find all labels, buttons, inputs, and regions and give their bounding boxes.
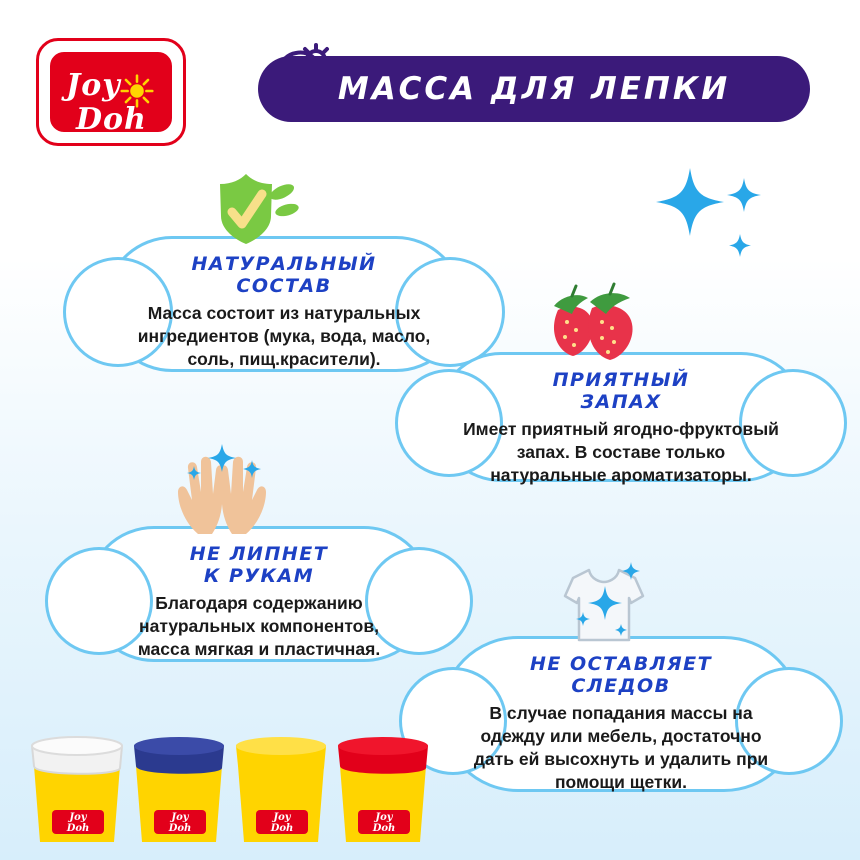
logo-line-2: Doh [76,102,147,137]
jar-1 [32,737,122,842]
feature-text-natural-composition: Масса состоит из натуральных ингредиентов (мука, вода, масло, соль, пищ.красители). [137,302,431,369]
feature-title-line-2: ЗАПАХ [580,391,662,414]
sparkle-stars-icon [648,160,778,270]
feature-title-line-2: СЛЕДОВ [571,675,671,698]
logo-line-1: Joy [66,68,121,103]
logo-card [36,38,186,146]
feature-title-line-2: К РУКАМ [203,565,315,588]
dough-jars-icon [22,726,442,850]
shield-check-icon [208,164,300,250]
feature-card-no-traces [440,636,802,792]
feature-card-pleasant-smell [436,352,806,485]
sun-icon [120,74,154,108]
feature-title-pleasant-smell [461,369,781,414]
feature-text-no-traces: В случае попадания массы на одежду или мебель, достаточно дать ей высохнуть и удалить при помощи щетки. [473,702,769,793]
svg-text:Doh: Doh [168,823,192,834]
logo-inner-panel [48,50,174,137]
feature-title-line-1: НАТУРАЛЬНЫЙ [191,253,377,275]
brand-logo [36,38,186,146]
feature-card-not-sticky [86,526,432,662]
feature-title-natural-composition [129,253,439,298]
feature-title-line-1: НЕ ОСТАВЛЯЕТ [529,653,713,675]
feature-title-not-sticky [111,543,407,588]
svg-text:Doh: Doh [270,823,294,834]
strawberry-icon [540,282,652,364]
svg-text:Joy: Joy [375,812,393,823]
svg-text:Doh: Doh [372,823,396,834]
hands-icon [168,444,276,536]
feature-title-line-2: СОСТАВ [236,275,332,298]
svg-text:Doh: Doh [66,823,90,834]
feature-card-natural-composition [104,236,464,372]
jar-4 [338,737,428,842]
tshirt-icon [555,556,655,648]
feature-title-no-traces [465,653,777,698]
svg-text:Joy: Joy [69,812,87,823]
feature-title-line-1: ПРИЯТНЫЙ [552,369,690,391]
jar-2 [134,737,224,842]
feature-text-pleasant-smell: Имеет приятный ягодно-фруктовый запах. В составе только натуральные ароматизаторы. [463,418,779,485]
svg-text:Joy: Joy [273,812,291,823]
page-title: МАССА ДЛЯ ЛЕПКИ [337,71,731,107]
feature-title-line-1: НЕ ЛИПНЕТ [189,543,329,565]
svg-text:Joy: Joy [171,812,189,823]
feature-text-not-sticky: Благодаря содержанию натуральных компонентов, масса мягкая и пластичная. [137,592,381,659]
header-banner [258,56,810,122]
jar-3 [236,737,326,842]
